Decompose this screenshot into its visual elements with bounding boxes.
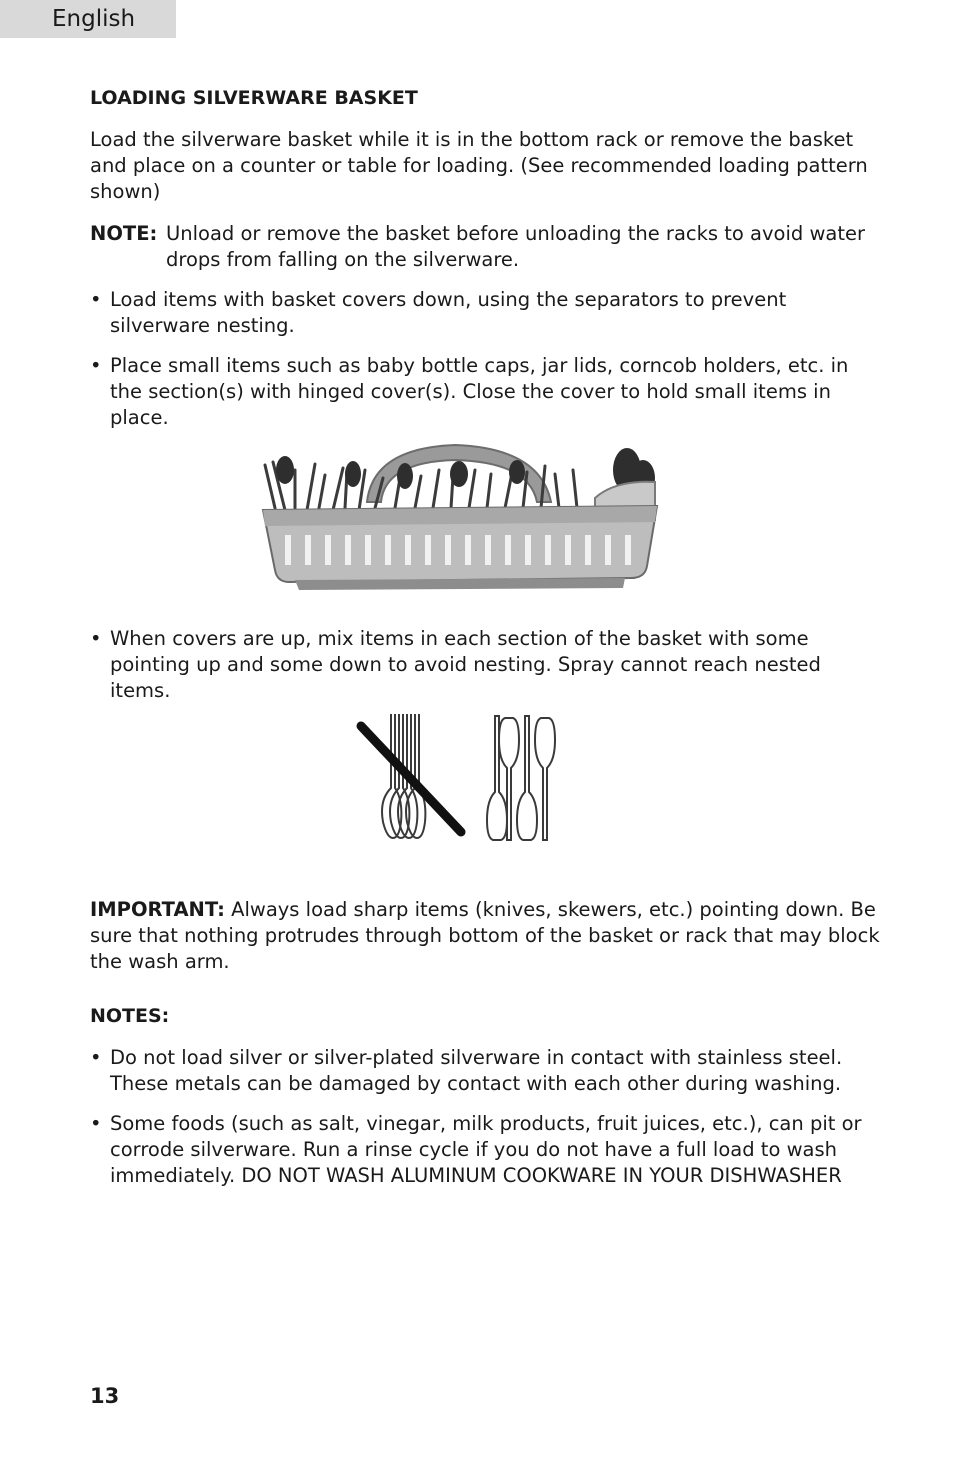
bullet-icon: • (90, 354, 102, 377)
intro-paragraph: Load the silverware basket while it is in the bottom rack or remove the basket and place on a counter or table for loading. (See recommended loading pattern shown) (90, 128, 868, 203)
list-item (90, 353, 880, 431)
intro-text-block (90, 85, 880, 431)
list-item (90, 287, 880, 339)
bullet-icon: • (90, 288, 102, 311)
bullet-text: Do not load silver or silver-plated silverware in contact with stainless steel. These metals can be damaged by contact with each other during washing. (110, 1046, 843, 1095)
important-label: IMPORTANT: (90, 898, 225, 921)
important-text: Always load sharp items (knives, skewers, etc.) pointing down. Be sure that nothing protrudes through bottom of the basket or rack that may block the wash arm. (90, 898, 880, 973)
bullet-text: Place small items such as baby bottle caps, jar lids, corncob holders, etc. in the section(s) with hinged cover(s). Close the cover to hold small items in place. (110, 354, 849, 429)
bullet-text: Some foods (such as salt, vinegar, milk products, fruit juices, etc.), can pit or corrode silverware. Run a rinse cycle if you do not have a full load to wash immediately. DO NOT WASH ALUMINUM COOKWARE IN YOUR DISHWASHER (110, 1112, 862, 1187)
nesting-tip-block (90, 626, 880, 704)
alternated-spoons-icon (487, 716, 555, 840)
spoon-nesting-diagram (355, 710, 565, 845)
section-title: LOADING SILVERWARE BASKET (90, 87, 418, 109)
bullet-text: When covers are up, mix items in each section of the basket with some pointing up and some down to avoid nesting. Spray cannot reach nested items. (110, 627, 821, 702)
bullet-text: Load items with basket covers down, using the separators to prevent silverware nesting. (110, 288, 787, 337)
note-label: NOTE: (90, 222, 158, 245)
list-item (90, 626, 880, 704)
notes-heading: NOTES: (90, 1005, 170, 1027)
language-tab: English (0, 0, 176, 38)
bullet-icon: • (90, 1046, 102, 1069)
important-paragraph (90, 897, 880, 975)
bullet-icon: • (90, 1112, 102, 1135)
bullet-icon: • (90, 627, 102, 650)
list-item (90, 1045, 880, 1097)
list-item (90, 1111, 880, 1189)
important-notes-block (90, 897, 880, 1189)
page-number: 13 (90, 1384, 120, 1408)
note-text: Unload or remove the basket before unloading the racks to avoid water drops from falling on the silverware. (166, 222, 866, 271)
note-paragraph (90, 221, 880, 273)
silverware-basket-image (255, 440, 665, 590)
